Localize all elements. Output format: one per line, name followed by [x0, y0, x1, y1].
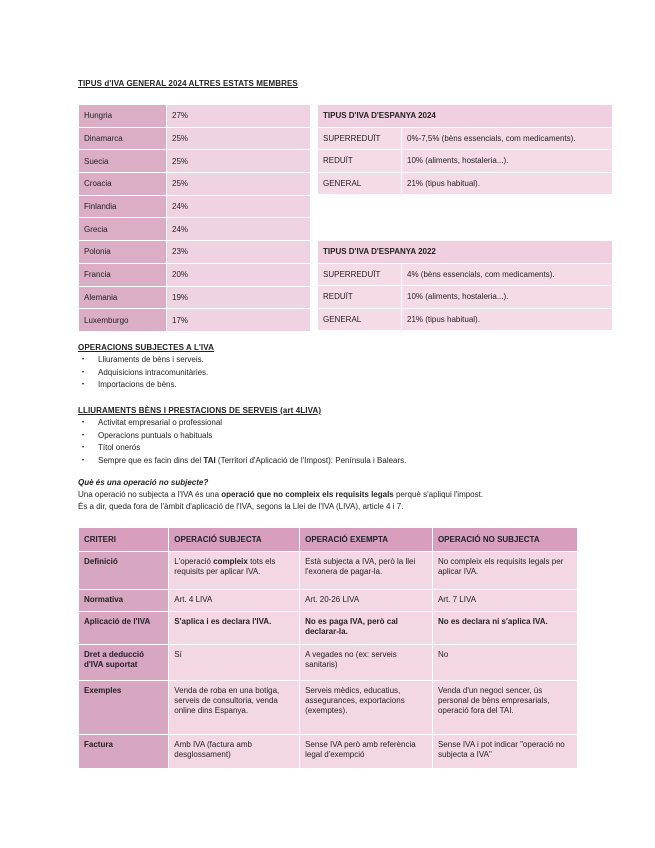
row-label: Aplicació de l'IVA: [79, 612, 169, 645]
row-label: Factura: [79, 735, 169, 769]
rate-type: SUPERREDUÏT: [318, 127, 402, 150]
list-item: • Operacions puntuals o habituals: [78, 430, 406, 443]
subject-list: [78, 354, 208, 392]
country: Hungria: [79, 105, 167, 128]
question-title: Què és una operació no subjecte?: [78, 478, 209, 487]
row-label: Normativa: [79, 590, 169, 612]
table-row: [79, 127, 311, 150]
country: Croacia: [79, 173, 167, 196]
cell: [169, 552, 300, 590]
table-row: [79, 286, 311, 309]
rate-type: REDUÏT: [318, 150, 402, 173]
eu-rates-table: [78, 104, 311, 332]
column-header: OPERACIÓ NO SUBJECTA: [432, 528, 577, 552]
rate-type: SUPERREDUÏT: [318, 263, 402, 286]
text-bold: compleix: [213, 557, 248, 566]
cell: Art. 20-26 LIVA: [300, 590, 433, 612]
spain-2024-table: [317, 104, 613, 195]
rate: 20%: [167, 263, 311, 286]
table-row: [318, 308, 613, 331]
rate: 27%: [167, 105, 311, 128]
table-row: [318, 286, 613, 309]
country: Francia: [79, 263, 167, 286]
table-row: [79, 735, 578, 769]
table-row: [79, 173, 311, 196]
table-row: [318, 127, 613, 150]
rate: 24%: [167, 218, 311, 241]
cell: Venda d'un negoci sencer, ús personal de bèns empresarials, operació fora del TAI.: [432, 681, 577, 735]
country: Grecia: [79, 218, 167, 241]
rate-type: GENERAL: [318, 308, 402, 331]
text: L'operació: [174, 557, 214, 566]
text: perquè s'apliqui l'impost.: [393, 490, 484, 499]
table-row: [79, 241, 311, 264]
table-row: [79, 105, 311, 128]
rate: 23%: [167, 241, 311, 264]
cell: Serveis mèdics, educatius, assegurances, exportacions (exemptes).: [300, 681, 433, 735]
list-item: • Lliuraments de bèns i serveis.: [78, 354, 208, 367]
cell: Sense IVA i pot indicar "operació no subjecta a IVA": [432, 735, 577, 769]
table-row: [318, 150, 613, 173]
cell: Art. 7 LIVA: [432, 590, 577, 612]
column-header: OPERACIÓ SUBJECTA: [169, 528, 300, 552]
column-header: CRITERI: [79, 528, 169, 552]
text: Sempre que es facin dins del: [98, 455, 204, 465]
table-row: [79, 590, 578, 612]
rate-type: GENERAL: [318, 172, 402, 195]
table-row: [79, 552, 578, 590]
spain-2022-table: [317, 240, 613, 331]
cell: A vegades no (ex: serveis sanitaris): [300, 645, 433, 681]
table-row: [79, 150, 311, 173]
list-item: • Títol onerós: [78, 442, 406, 455]
country: Alemania: [79, 286, 167, 309]
cell: Està subjecta a IVA, però la llei l'exonera de pagar-la.: [300, 552, 433, 590]
cell: Art. 4 LIVA: [169, 590, 300, 612]
table-row: [79, 263, 311, 286]
row-label: Definició: [79, 552, 169, 590]
rate-desc: 21% (tipus habitual).: [402, 308, 613, 331]
list-item: • Activitat empresarial o professional: [78, 417, 406, 430]
country: Suecia: [79, 150, 167, 173]
cell: Sí: [169, 645, 300, 681]
rate: 19%: [167, 286, 311, 309]
table-row: [318, 263, 613, 286]
cell: No es declara ni s'aplica IVA.: [432, 612, 577, 645]
row-label: Exemples: [79, 681, 169, 735]
rate-type: REDUÏT: [318, 286, 402, 309]
cell: Sense IVA però amb referència legal d'exempció: [300, 735, 433, 769]
table-row: [79, 645, 578, 681]
rate: 25%: [167, 173, 311, 196]
cell: No: [432, 645, 577, 681]
rate-desc: 10% (aliments, hostaleria...).: [402, 150, 613, 173]
row-label: Dret a deducció d'IVA suportat: [79, 645, 169, 681]
text: Una operació no subjecta a l'IVA és una: [78, 490, 222, 499]
country: Polonia: [79, 241, 167, 264]
text-bold: operació que no compleix els requisits legals: [221, 490, 394, 499]
section-deliveries-title: LLIURAMENTS BÈNS I PRESTACIONS DE SERVEIS (art 4LIVA): [78, 406, 322, 415]
tai-term: TAI: [203, 455, 216, 465]
section-subject-title: OPERACIONS SUBJECTES A L'IVA: [78, 343, 214, 352]
country: Finlandia: [79, 195, 167, 218]
rate: 25%: [167, 127, 311, 150]
cell: No es paga IVA, però cal declarar-la.: [300, 612, 433, 645]
list-item: [78, 455, 406, 468]
table-row: [79, 612, 578, 645]
deliveries-list: [78, 417, 406, 467]
rate: 24%: [167, 195, 311, 218]
rate-desc: 4% (bèns essencials, com medicaments).: [402, 263, 613, 286]
rate-desc: 0%-7,5% (bèns essencials, com medicaments).: [402, 127, 613, 150]
table-row: [79, 195, 311, 218]
table-header: TIPUS D'IVA D'ESPANYA 2024: [318, 105, 613, 128]
column-header: OPERACIÓ EXEMPTA: [300, 528, 433, 552]
eu-rates-title: TIPUS d'IVA GENERAL 2024 ALTRES ESTATS MEMBRES: [78, 79, 298, 88]
question-line-2: És a dir, queda fora de l'àmbit d'aplicació de l'IVA, segons la Llei de l'IVA (LIVA), article 4 i 7.: [78, 502, 404, 511]
table-header: TIPUS D'IVA D'ESPANYA 2022: [318, 241, 613, 264]
text: (Territori d'Aplicació de l'Impost): Península i Balears.: [215, 455, 407, 465]
table-header-row: [318, 105, 613, 128]
table-row: [79, 681, 578, 735]
table-header-row: [79, 528, 578, 552]
cell: No compleix els requisits legals per aplicar IVA.: [432, 552, 577, 590]
cell: S'aplica i es declara l'IVA.: [169, 612, 300, 645]
text: tots els requisits per aplicar IVA.: [174, 557, 276, 576]
table-row: [79, 218, 311, 241]
table-row: [79, 309, 311, 332]
list-item: • Adquisicions intracomunitàries.: [78, 367, 208, 380]
country: Luxemburgo: [79, 309, 167, 332]
list-item: • Importacions de bèns.: [78, 379, 208, 392]
cell: Amb IVA (factura amb desglossament): [169, 735, 300, 769]
rate-desc: 21% (tipus habitual).: [402, 172, 613, 195]
criteria-table: [78, 527, 578, 769]
rate: 17%: [167, 309, 311, 332]
cell: Venda de roba en una botiga, serveis de consultoria, venda online dins Espanya.: [169, 681, 300, 735]
table-row: [318, 172, 613, 195]
rate-desc: 10% (aliments, hostaleria...).: [402, 286, 613, 309]
rate: 25%: [167, 150, 311, 173]
table-header-row: [318, 241, 613, 264]
question-line-1: [78, 489, 483, 500]
country: Dinamarca: [79, 127, 167, 150]
